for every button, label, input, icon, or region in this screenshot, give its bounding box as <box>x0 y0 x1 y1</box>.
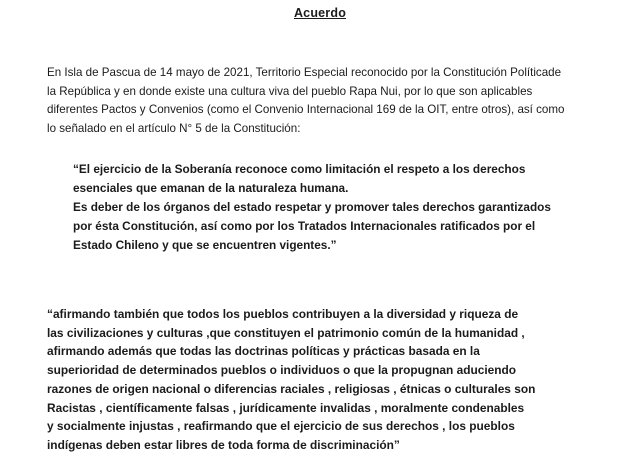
quote-line: “afirmando también que todos los pueblos contribuyen a la diversidad y riqueza de <box>47 307 519 321</box>
intro-line: lo señalado en el artículo N° 5 de la Constitución: <box>47 121 301 135</box>
document-title: Acuerdo <box>293 6 347 20</box>
intro-line: En Isla de Pascua de 14 mayo de 2021, Territorio Especial reconocido por la Constitución Políticade <box>47 66 562 79</box>
quote-line: superioridad de determinados pueblos o individuos o que la propugnan aduciendo <box>47 363 517 378</box>
intro-paragraph <box>47 64 607 138</box>
quote-line: por ésta Constitución, así como por los Tratados Internacionales ratificados por el <box>73 219 536 233</box>
quote-line: indígenas deben estar libres de toda forma de discriminación” <box>47 437 400 452</box>
quote-line: Racistas , científicamente falsas , jurídicamente invalidas , moralmente condenables <box>47 400 525 415</box>
constitution-quote <box>73 160 603 255</box>
declaration-quote <box>47 305 607 455</box>
quote-line: Es deber de los órganos del estado respetar y promover tales derechos garantizados <box>73 200 551 214</box>
quote-line: afirmando además que todas las doctrinas políticas y prácticas basada en la <box>47 344 480 359</box>
quote-line: las civilizaciones y culturas ,que constituyen el patrimonio común de la humanidad , <box>47 325 525 340</box>
quote-line: razones de origen nacional o diferencias raciales , religiosas , étnicas o culturales son <box>47 381 536 396</box>
intro-line: la República y en donde existe una cultura viva del pueblo Rapa Nui, por lo que son aplicables <box>47 84 533 98</box>
quote-line: Estado Chileno y que se encuentren vigentes.” <box>73 238 337 252</box>
quote-line: “El ejercicio de la Soberanía reconoce como limitación el respeto a los derechos <box>73 162 526 176</box>
intro-line: diferentes Pactos y Convenios (como el Convenio Internacional 169 de la OIT, entre otros), así como <box>47 103 565 116</box>
quote-line: y socialmente injustas , reafirmando que el ejercicio de sus derechos , los pueblos <box>47 419 515 434</box>
quote-line: esenciales que emanan de la naturaleza humana. <box>73 181 349 195</box>
